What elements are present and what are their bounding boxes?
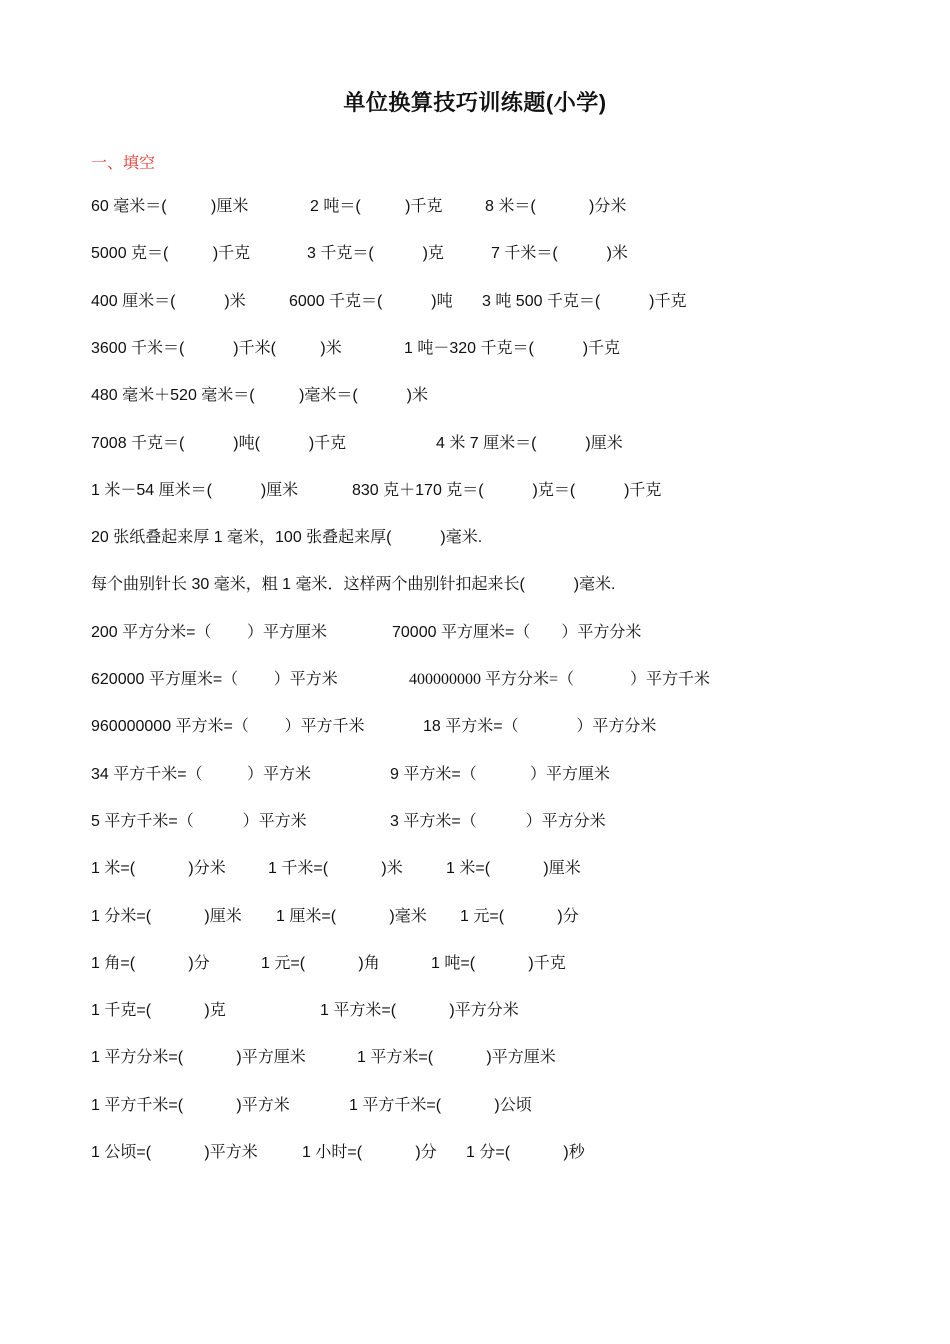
exercise-item: 3 吨 500 千克＝( )千克 <box>482 292 687 310</box>
exercise-item: 1 小时=( )分 <box>302 1144 437 1161</box>
exercise-item: 34 平方千米=（ ）平方米 <box>91 765 312 783</box>
exercise-line <box>0 1095 950 1117</box>
exercise-item: 400000000 平方分米=（ ）平方千米 <box>409 671 711 688</box>
exercise-item: 1 吨－320 千克＝( )千克 <box>404 339 621 357</box>
exercise-item: 7 千米＝( )米 <box>491 245 628 263</box>
exercise-item: 3 平方米=（ ）平方分米 <box>390 812 606 830</box>
exercise-line <box>0 196 950 218</box>
exercise-item: 8 米＝( )分米 <box>485 198 627 215</box>
exercise-item: 1 分米=( )厘米 <box>91 907 242 925</box>
exercise-item: 620000 平方厘米=（ ）平方米 <box>91 671 338 688</box>
exercise-item: 每个曲别针长 30 毫米，粗 1 毫米．这样两个曲别针扣起来长( )毫米. <box>91 576 616 594</box>
exercise-line <box>0 1047 950 1069</box>
exercise-item: 1 分=( )秒 <box>466 1144 585 1161</box>
exercise-line <box>0 291 950 313</box>
exercise-item: 1 元=( )角 <box>261 954 380 972</box>
exercise-item: 1 平方千米=( )公顷 <box>349 1096 532 1114</box>
exercise-item: 4 米 7 厘米＝( )厘米 <box>436 434 623 452</box>
exercise-item: 1 千米=( )米 <box>268 860 403 878</box>
exercise-item: 5000 克＝( )千克 <box>91 245 251 263</box>
exercise-item: 2 吨＝( )千克 <box>310 198 443 215</box>
exercise-item: 7008 千克＝( )吨( )千克 <box>91 434 347 452</box>
page-title: 单位换算技巧训练题(小学) <box>343 90 607 115</box>
exercise-item: 1 公顷=( )平方米 <box>91 1144 258 1161</box>
exercise-item: 1 平方分米=( )平方厘米 <box>91 1049 306 1067</box>
exercise-item: 480 毫米＋520 毫米＝( )毫米＝( )米 <box>91 387 428 405</box>
exercise-line <box>0 433 950 455</box>
exercise-line <box>0 385 950 407</box>
exercise-line <box>0 764 950 786</box>
exercise-item: 1 平方米=( )平方分米 <box>320 1002 519 1020</box>
exercise-item: 1 米=( )厘米 <box>446 860 581 878</box>
exercise-item: 6000 千克＝( )吨 <box>289 292 453 310</box>
exercise-item: 60 毫米＝( )厘米 <box>91 198 249 215</box>
exercise-item: 18 平方米=（ ）平方分米 <box>423 718 657 736</box>
exercise-item: 1 平方千米=( )平方米 <box>91 1096 290 1114</box>
exercise-line <box>0 1142 950 1164</box>
exercise-line <box>0 669 950 691</box>
exercise-item: 960000000 平方米=（ ）平方千米 <box>91 718 365 736</box>
exercise-line <box>0 622 950 644</box>
exercise-item: 200 平方分米=（ ）平方厘米 <box>91 623 328 641</box>
section-heading-fill-in: 一、填空 <box>91 153 156 172</box>
exercise-item: 1 米=( )分米 <box>91 860 226 878</box>
exercise-line <box>0 1000 950 1022</box>
exercise-line <box>0 811 950 833</box>
exercise-item: 3600 千米＝( )千米( )米 <box>91 339 342 357</box>
exercise-item: 1 千克=( )克 <box>91 1002 226 1020</box>
exercise-item: 830 克＋170 克＝( )克＝( )千克 <box>352 481 662 499</box>
exercise-line <box>0 953 950 975</box>
exercise-item: 1 元=( )分 <box>460 907 579 925</box>
exercise-item: 1 米－54 厘米＝( )厘米 <box>91 481 299 499</box>
exercise-line <box>0 480 950 502</box>
exercise-item: 1 角=( )分 <box>91 954 210 972</box>
exercise-line <box>0 858 950 880</box>
exercise-item: 1 厘米=( )毫米 <box>276 907 427 925</box>
exercise-line <box>0 338 950 360</box>
exercise-item: 5 平方千米=（ ）平方米 <box>91 812 307 830</box>
exercise-line <box>0 574 950 596</box>
exercise-line <box>0 716 950 738</box>
exercise-item: 1 平方米=( )平方厘米 <box>357 1049 556 1067</box>
exercise-item: 400 厘米＝( )米 <box>91 292 246 310</box>
exercise-item: 1 吨=( )千克 <box>431 954 566 972</box>
exercise-item: 70000 平方厘米=（ ）平方分米 <box>392 623 642 641</box>
exercise-line <box>0 527 950 549</box>
exercise-line <box>0 243 950 265</box>
exercise-item: 20 张纸叠起来厚 1 毫米，100 张叠起来厚( )毫米. <box>91 529 483 547</box>
exercise-item: 9 平方米=（ ）平方厘米 <box>390 765 611 783</box>
exercise-line <box>0 906 950 928</box>
exercise-item: 3 千克＝( )克 <box>307 245 444 263</box>
